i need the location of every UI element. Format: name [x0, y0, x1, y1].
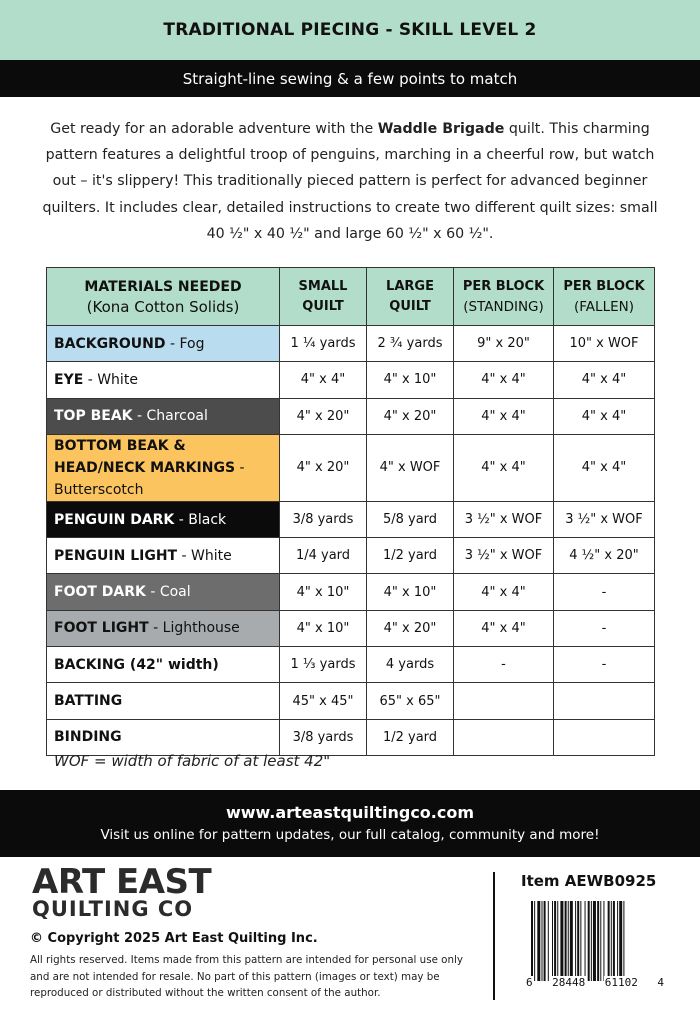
quantity-cell: 4" x 10" [367, 362, 454, 398]
quantity-cell: 65" x 65" [367, 683, 454, 719]
intro-paragraph [40, 116, 660, 247]
material-name: TOP BEAK [54, 408, 133, 425]
logo-line-2: QUILTING CO [32, 897, 194, 921]
quantity-cell: 4 yards [367, 647, 454, 683]
quantity-cell: 4" x 4" [554, 362, 655, 398]
material-color: Butterscotch [54, 481, 144, 498]
quantity-cell: 4" x 10" [367, 574, 454, 610]
quantity-cell: 10" x WOF [554, 326, 655, 362]
quantity-cell: 4" x 10" [280, 610, 367, 646]
visit-text: Visit us online for pattern updates, our full catalog, community and more! [100, 827, 600, 843]
table-row [47, 362, 655, 398]
quantity-cell: 1/2 yard [367, 538, 454, 574]
quantity-cell: - [554, 647, 655, 683]
material-name-cell [47, 647, 280, 683]
material-color: Black [188, 511, 227, 528]
material-name-cell [47, 719, 280, 755]
page-subtitle: Straight-line sewing & a few points to match [182, 69, 518, 88]
quantity-cell: 3 ½" x WOF [554, 501, 655, 537]
material-name-cell: BACKGROUND - Fog [47, 326, 280, 362]
barcode-digit-2: 28448 [552, 976, 586, 989]
quantity-cell: 3/8 yards [280, 719, 367, 755]
material-name: PENGUIN DARK [54, 511, 175, 528]
quantity-cell: 3 ½" x WOF [454, 538, 554, 574]
quantity-cell [454, 719, 554, 755]
material-name: FOOT LIGHT [54, 620, 149, 637]
material-name-cell: TOP BEAK - Charcoal [47, 398, 280, 434]
quantity-cell [554, 683, 655, 719]
material-name-cell: EYE - White [47, 362, 280, 398]
table-row [47, 719, 655, 755]
quantity-cell: 4" x 4" [554, 434, 655, 501]
header-per-block-standing: PER BLOCK (STANDING) [454, 268, 554, 326]
materials-table [46, 267, 655, 756]
vertical-divider [493, 872, 495, 1000]
quantity-cell: 45" x 45" [280, 683, 367, 719]
intro-text-1: Get ready for an adorable adventure with the [50, 121, 378, 137]
barcode-digit-3: 61102 [604, 976, 638, 989]
table-row [47, 610, 655, 646]
material-name: BACKING (42" width) [54, 656, 219, 673]
item-number: Item AEWB0925 [521, 872, 657, 890]
header-small-quilt: SMALL QUILT [280, 268, 367, 326]
quantity-cell: 4" x 4" [454, 434, 554, 501]
quantity-cell: 4" x 4" [554, 398, 655, 434]
quantity-cell: 1/2 yard [367, 719, 454, 755]
table-row [47, 647, 655, 683]
material-name: BOTTOM BEAK & HEAD/NECK MARKINGS [54, 437, 236, 476]
subtitle-band [0, 60, 700, 97]
material-color: White [97, 371, 138, 388]
material-name-cell: FOOT DARK - Coal [47, 574, 280, 610]
quantity-cell: 4" x 20" [280, 398, 367, 434]
quantity-cell: 1 ⅓ yards [280, 647, 367, 683]
quantity-cell: 4 ½" x 20" [554, 538, 655, 574]
rights-text: All rights reserved. Items made from this pattern are intended for personal use only and are not intended for resale. No part of this pattern (images or text) may be reproduced or distributed without the written consent of the author. [30, 954, 463, 999]
barcode-digits [525, 976, 665, 989]
material-name-cell: BOTTOM BEAK & HEAD/NECK MARKINGS - Butterscotch [47, 434, 280, 501]
wof-note: WOF = width of fabric of at least 42" [54, 752, 331, 770]
table-row [47, 398, 655, 434]
table-row [47, 434, 655, 501]
quantity-cell [454, 683, 554, 719]
material-name: BATTING [54, 693, 123, 710]
header-large-quilt: LARGE QUILT [367, 268, 454, 326]
quantity-cell: 4" x 20" [280, 434, 367, 501]
quantity-cell: 1/4 yard [280, 538, 367, 574]
barcode-digit-4: 4 [657, 976, 664, 989]
quantity-cell: 4" x WOF [367, 434, 454, 501]
table-header-row [47, 268, 655, 326]
material-color: White [191, 547, 232, 564]
table-row [47, 683, 655, 719]
quantity-cell [554, 719, 655, 755]
copyright-text: © Copyright 2025 Art East Quilting Inc. [30, 931, 318, 946]
quantity-cell: 3 ½" x WOF [454, 501, 554, 537]
barcode-digit-1: 6 [526, 976, 533, 989]
material-color: Lighthouse [162, 620, 240, 637]
material-name: BINDING [54, 729, 122, 746]
header-per-block-fallen: PER BLOCK (FALLEN) [554, 268, 655, 326]
header-band [0, 0, 700, 60]
material-name: PENGUIN LIGHT [54, 547, 178, 564]
quantity-cell: 9" x 20" [454, 326, 554, 362]
material-name-cell [47, 683, 280, 719]
quantity-cell: - [454, 647, 554, 683]
material-name: BACKGROUND [54, 335, 166, 352]
quantity-cell: - [554, 610, 655, 646]
quantity-cell: 4" x 4" [454, 610, 554, 646]
quantity-cell: 2 ¾ yards [367, 326, 454, 362]
quantity-cell: 4" x 4" [454, 574, 554, 610]
material-name-cell: PENGUIN LIGHT - White [47, 538, 280, 574]
intro-text-2: quilt. This charming pattern features a delightful troop of penguins, marching in a cheerful row, but watch out – it's slippery! This traditionally pieced pattern is perfect for advanced beginner quilters. It includes clear, detailed instructions to create two different quilt sizes: small 40 ½" x 40 ½" and large 60 ½" x 60 ½". [42, 121, 658, 242]
material-color: Fog [179, 335, 205, 352]
quantity-cell: - [554, 574, 655, 610]
logo-line-1: ART EAST [32, 862, 212, 902]
quantity-cell: 1 ¼ yards [280, 326, 367, 362]
table-row [47, 538, 655, 574]
quantity-cell: 4" x 20" [367, 398, 454, 434]
quantity-cell: 3/8 yards [280, 501, 367, 537]
material-name-cell: FOOT LIGHT - Lighthouse [47, 610, 280, 646]
material-color: Charcoal [146, 408, 208, 425]
quantity-cell: 4" x 4" [454, 398, 554, 434]
quantity-cell: 4" x 4" [454, 362, 554, 398]
quantity-cell: 5/8 yard [367, 501, 454, 537]
quantity-cell: 4" x 10" [280, 574, 367, 610]
quilt-name: Waddle Brigade [377, 121, 505, 137]
material-name-cell: PENGUIN DARK - Black [47, 501, 280, 537]
table-row [47, 326, 655, 362]
page-title: TRADITIONAL PIECING - SKILL LEVEL 2 [163, 20, 537, 40]
table-row [47, 501, 655, 537]
footer-band [0, 790, 700, 857]
material-color: Coal [159, 584, 191, 601]
material-name: EYE [54, 371, 84, 388]
header-materials: MATERIALS NEEDED (Kona Cotton Solids) [47, 268, 280, 326]
quantity-cell: 4" x 20" [367, 610, 454, 646]
website-link[interactable]: www.arteastquiltingco.com [225, 803, 475, 822]
company-logo [32, 862, 212, 921]
table-row [47, 574, 655, 610]
quantity-cell: 4" x 4" [280, 362, 367, 398]
material-name: FOOT DARK [54, 584, 146, 601]
